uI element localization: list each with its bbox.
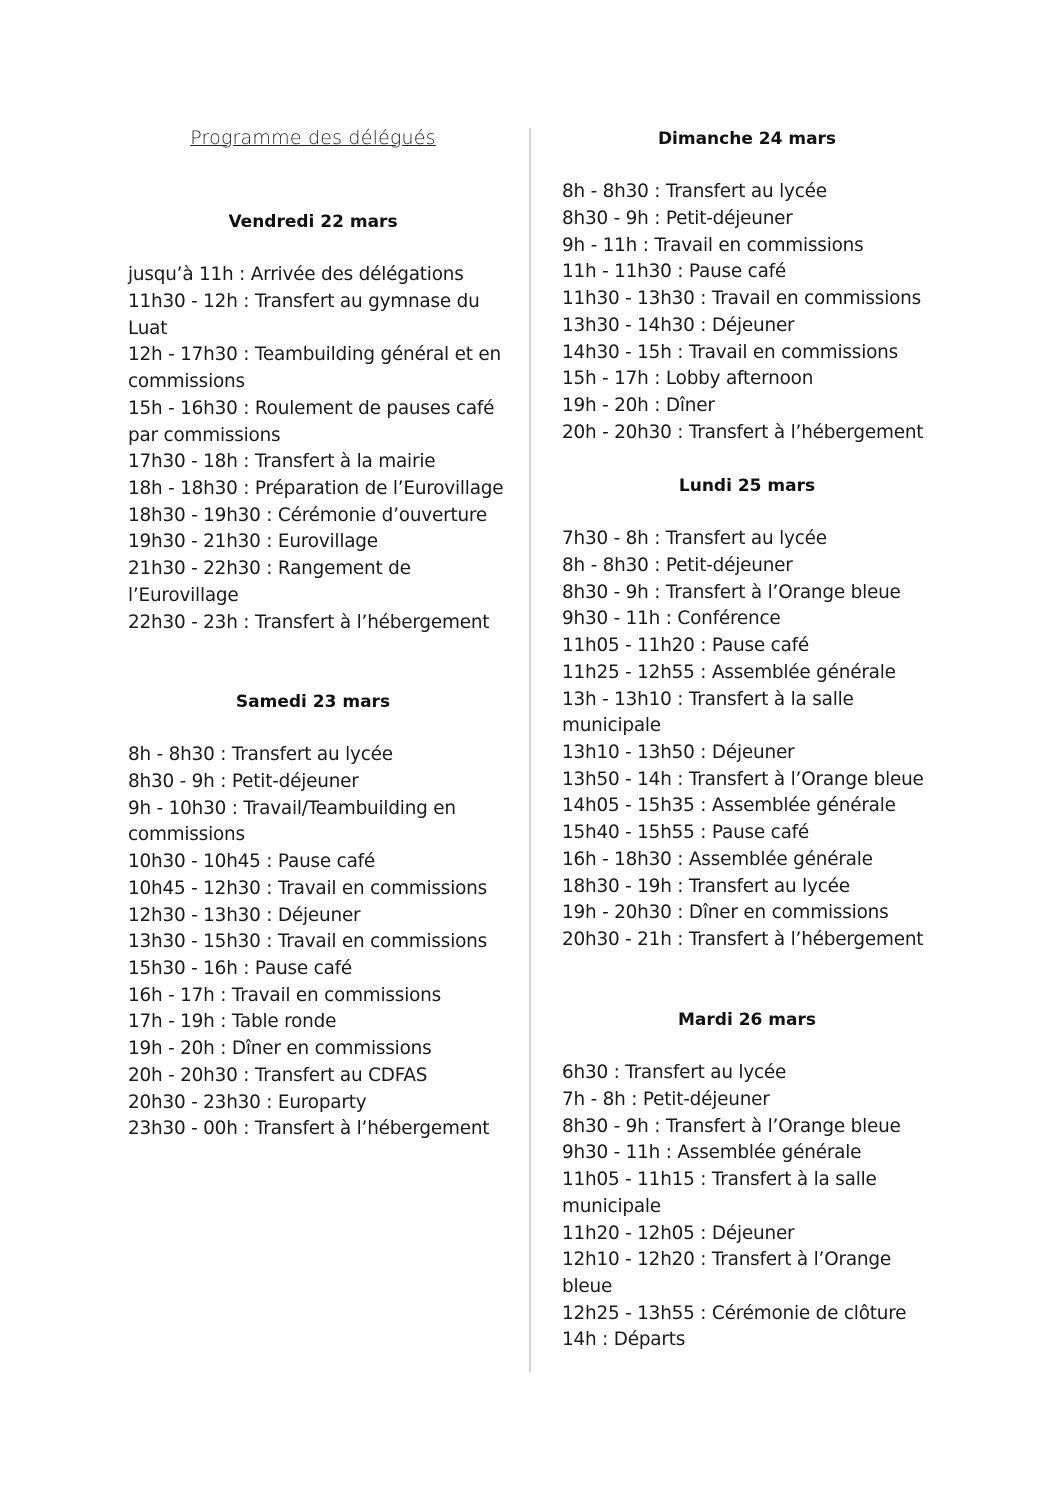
schedule-entry: 14h : Départs [562,1329,686,1351]
schedule-entry: 8h30 - 9h : Transfert à l’Orange bleue [562,581,901,603]
day-heading: Samedi 23 mars [235,692,391,712]
schedule-entry: 19h - 20h : Dîner en commissions [128,1038,432,1060]
schedule-entry: 17h30 - 18h : Transfert à la mairie [128,451,436,473]
schedule-entry: 20h30 - 21h : Transfert à l’hébergement [562,928,924,950]
schedule-entry: 23h30 - 00h : Transfert à l’hébergement [128,1118,490,1140]
schedule-entry: 19h30 - 21h30 : Eurovillage [128,531,378,553]
schedule-entry: 18h - 18h30 : Préparation de l’Eurovillage [128,478,504,499]
schedule-entry: 18h30 - 19h30 : Cérémonie d’ouverture [128,504,487,526]
day-section-lundi [562,473,942,954]
schedule-entry: 11h05 - 11h20 : Pause café [562,635,810,657]
day-section-dimanche [562,126,942,446]
day-heading: Mardi 26 mars [678,1010,816,1030]
schedule-entry: 11h05 - 11h15 : Transfert à la salle municipale [562,1169,877,1217]
schedule-entry: 13h50 - 14h : Transfert à l’Orange bleue [562,768,924,790]
schedule-entry: 15h30 - 16h : Pause café [128,958,353,979]
schedule-entry: 9h30 - 11h : Assemblée générale [562,1142,862,1164]
day-heading: Dimanche 24 mars [657,129,837,149]
schedule-entry: 14h30 - 15h : Travail en commissions [562,341,898,363]
schedule-entry: 8h - 8h30 : Transfert au lycée [128,744,393,766]
schedule-entry: 13h - 13h10 : Transfert à la salle municipale [562,688,854,737]
schedule-entry: 11h - 11h30 : Pause café [562,261,787,283]
schedule-entry: 10h30 - 10h45 : Pause café [128,851,376,873]
schedule-entry: 19h - 20h30 : Dîner en commissions [562,902,889,924]
entry-list [562,1060,942,1354]
schedule-entry: 9h - 11h : Travail en commissions [562,234,864,256]
schedule-entry: 15h - 17h : Lobby afternoon [562,368,814,390]
schedule-entry: 7h - 8h : Petit-déjeuner [562,1089,770,1111]
schedule-entry: 16h - 18h30 : Assemblée générale [562,848,873,870]
schedule-entry: 11h20 - 12h05 : Déjeuner [562,1222,795,1244]
schedule-entry: 12h30 - 13h30 : Déjeuner [128,904,361,926]
document-title: Programme des délégués [190,127,436,149]
schedule-entry: 14h05 - 15h35 : Assemblée générale [562,795,896,817]
day-section-vendredi [128,209,508,636]
schedule-entry: 8h - 8h30 : Transfert au lycée [562,181,827,203]
day-section-mardi [562,1007,942,1354]
schedule-entry: 20h - 20h30 : Transfert au CDFAS [128,1064,428,1086]
schedule-entry: 9h30 - 11h : Conférence [562,608,781,630]
schedule-entry: 13h30 - 15h30 : Travail en commissions [128,931,487,953]
schedule-entry: 8h30 - 9h : Petit-déjeuner [128,771,359,793]
schedule-entry: 13h10 - 13h50 : Déjeuner [562,742,795,763]
schedule-entry: 11h30 - 12h : Transfert au gymnase du Luat [128,291,480,339]
schedule-entry: 12h25 - 13h55 : Cérémonie de clôture [562,1302,907,1324]
schedule-entry: 8h - 8h30 : Petit-déjeuner [562,555,793,577]
entry-list [128,742,508,1143]
schedule-entry: 6h30 : Transfert au lycée [562,1062,787,1084]
schedule-entry: 20h30 - 23h30 : Europarty [128,1091,367,1113]
schedule-entry: 11h25 - 12h55 : Assemblée générale [562,661,896,683]
schedule-entry: 19h - 20h : Dîner [562,395,715,416]
entry-list [562,179,942,446]
schedule-entry: 15h40 - 15h55 : Pause café [562,822,810,844]
schedule-entry: 9h - 10h30 : Travail/Teambuilding en commissions [128,797,456,846]
entry-list [562,526,942,953]
schedule-entry: 18h30 - 19h : Transfert au lycée [562,875,850,897]
schedule-entry: 17h - 19h : Table ronde [128,1011,337,1033]
day-section-samedi [128,689,508,1143]
schedule-entry: 20h - 20h30 : Transfert à l’hébergement [562,421,924,443]
schedule-entry: 8h30 - 9h : Transfert à l’Orange bleue [562,1115,901,1137]
schedule-entry: 21h30 - 22h30 : Rangement de l’Eurovillage [128,558,411,606]
schedule-entry: 22h30 - 23h : Transfert à l’hébergement [128,611,490,633]
schedule-entry: 13h30 - 14h30 : Déjeuner [562,314,795,336]
schedule-entry: 10h45 - 12h30 : Travail en commissions [128,877,487,899]
entry-list [128,262,508,636]
schedule-entry: 11h30 - 13h30 : Travail en commissions [562,288,921,310]
schedule-entry: 7h30 - 8h : Transfert au lycée [562,528,827,550]
schedule-entry: jusqu’à 11h : Arrivée des délégations [128,264,464,286]
schedule-entry: 12h10 - 12h20 : Transfert à l’Orange bleue [562,1249,891,1297]
schedule-entry: 16h - 17h : Travail en commissions [128,984,441,1006]
day-heading: Vendredi 22 mars [228,212,398,232]
column-divider [529,128,531,1372]
schedule-entry: 8h30 - 9h : Petit-déjeuner [562,208,793,230]
schedule-entry: 12h - 17h30 : Teambuilding général et en commissions [128,344,501,393]
day-heading: Lundi 25 mars [678,476,816,496]
schedule-entry: 15h - 16h30 : Roulement de pauses café par commissions [128,397,495,446]
